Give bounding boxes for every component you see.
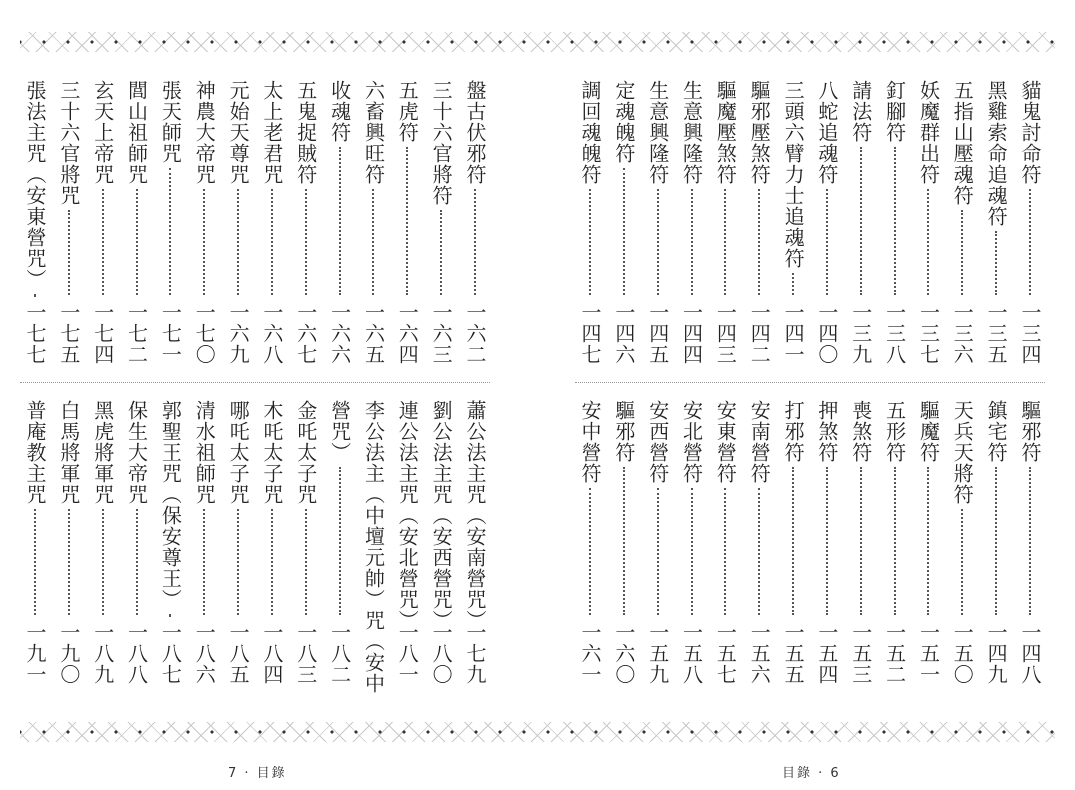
toc-entry-title: 驅魔符	[916, 400, 941, 463]
toc-entry-leader	[136, 189, 138, 295]
toc-entry-page-number: 一五七	[713, 622, 738, 685]
right-page	[575, 80, 1045, 690]
toc-entry-leader	[203, 509, 205, 615]
toc-entry-title: 安北營符	[679, 400, 704, 484]
toc-entry-leader	[169, 168, 171, 295]
toc-entry-title: 安東營符	[713, 400, 738, 484]
toc-entry-title: 安西營符	[645, 400, 670, 484]
toc-entry-page-number: 一四四	[679, 302, 704, 365]
toc-entry-leader	[1029, 467, 1031, 615]
toc-entry	[325, 80, 355, 365]
top-ornamental-border	[20, 32, 1055, 52]
toc-entry-page-number: 一七九	[462, 622, 487, 685]
toc-entry-page-number: 一六二	[462, 302, 487, 365]
toc-entry-leader	[860, 147, 862, 295]
toc-entry-leader	[203, 189, 205, 295]
toc-entry	[20, 80, 50, 365]
toc-entry-leader	[1029, 189, 1031, 295]
toc-entry-title: 鎮宅符	[984, 400, 1009, 463]
toc-entry	[846, 80, 876, 365]
toc-entry-page-number: 一七四	[90, 302, 115, 365]
toc-entry	[223, 400, 253, 685]
toc-entry-title: 連公法主咒（安北營咒）	[395, 400, 420, 631]
toc-entry-title: 打邪符	[781, 400, 806, 463]
toc-entry-leader	[894, 147, 896, 295]
toc-entry-leader	[102, 189, 104, 295]
toc-entry-page-number: 一六五	[361, 302, 386, 365]
toc-entry-title: 調回魂魄符	[578, 80, 602, 185]
toc-entry-page-number: 一四五	[645, 302, 670, 365]
toc-entry	[257, 400, 287, 685]
toc-entry	[54, 400, 84, 685]
toc-entry-leader	[339, 147, 341, 295]
toc-entry	[291, 80, 321, 365]
toc-entry-leader	[995, 231, 997, 295]
toc-entry	[122, 80, 152, 365]
toc-entry	[426, 400, 456, 685]
toc-entry	[155, 400, 185, 685]
toc-entry-title: 押煞符	[814, 400, 839, 463]
toc-entry-leader	[758, 488, 760, 615]
toc-entry-page-number: 一三九	[848, 302, 873, 365]
toc-entry-page-number: 一七一	[158, 302, 183, 365]
toc-entry-title: 三十六官將咒	[56, 80, 81, 206]
toc-entry-page-number: 一七〇	[192, 302, 217, 365]
toc-entry	[1015, 80, 1045, 365]
toc-entry-title: 天兵天將符	[950, 400, 975, 505]
toc-entry-title: 妖魔群出符	[916, 80, 941, 185]
toc-entry-title: 保生大帝咒	[124, 400, 149, 505]
toc-entry	[392, 80, 422, 365]
toc-entry-leader	[657, 189, 659, 295]
toc-entry-page-number: 一五二	[882, 622, 907, 685]
toc-entry	[575, 80, 605, 365]
toc-entry-leader	[474, 189, 476, 295]
toc-entry-title: 黑雞索命追魂符	[984, 80, 1009, 227]
toc-entry-title: 普庵教主咒	[23, 400, 47, 505]
toc-entry-leader	[305, 509, 307, 615]
toc-entry-leader	[305, 189, 307, 295]
toc-entry-page-number: 一七二	[124, 302, 149, 365]
toc-entry-leader	[961, 210, 963, 295]
toc-entry-leader	[339, 467, 341, 615]
toc-entry	[291, 400, 321, 685]
toc-entry-title: 生意興隆符	[679, 80, 704, 185]
toc-entry	[460, 80, 490, 365]
toc-entry-title: 八蛇追魂符	[814, 80, 839, 185]
toc-entry	[426, 80, 456, 365]
right-divider	[575, 382, 1045, 383]
toc-entry-leader	[34, 294, 36, 295]
toc-entry-title: 李公法主（中壇元帥）咒（安中	[361, 400, 386, 694]
toc-entry-page-number: 一八〇	[429, 622, 454, 685]
toc-entry-leader	[995, 467, 997, 615]
toc-entry-leader	[860, 467, 862, 615]
toc-entry-title: 神農大帝咒	[192, 80, 217, 185]
toc-entry-title: 生意興隆符	[645, 80, 670, 185]
toc-entry-title: 驅邪符	[1017, 400, 1042, 463]
toc-entry-title: 白馬將軍咒	[56, 400, 81, 505]
toc-entry	[609, 400, 639, 685]
toc-entry-page-number: 一三六	[950, 302, 975, 365]
toc-entry-leader	[589, 189, 591, 295]
toc-entry-title: 五形符	[882, 400, 907, 463]
toc-entry-page-number: 一五〇	[950, 622, 975, 685]
toc-entry-leader	[826, 467, 828, 615]
toc-entry-title: 清水祖師咒	[192, 400, 217, 505]
toc-entry-title: 六畜興旺符	[361, 80, 386, 185]
toc-entry-title: 定魂魄符	[611, 80, 636, 164]
toc-entry	[710, 80, 740, 365]
toc-entry-leader	[894, 467, 896, 615]
toc-entry-leader	[237, 509, 239, 615]
bottom-ornamental-border	[20, 722, 1055, 742]
toc-entry	[778, 400, 808, 685]
toc-entry-title: 安中營符	[578, 400, 602, 484]
toc-entry	[358, 400, 388, 694]
toc-entry-title: 元始天尊咒	[226, 80, 251, 185]
toc-entry-title: 哪吒太子咒	[226, 400, 251, 505]
toc-entry-title: 營咒）	[327, 400, 352, 463]
toc-entry	[778, 80, 808, 365]
toc-entry-title: 五指山壓魂符	[950, 80, 975, 206]
toc-entry-title: 貓鬼討命符	[1017, 80, 1042, 185]
toc-entry	[913, 80, 943, 365]
toc-entry	[1015, 400, 1045, 685]
toc-entry-page-number: 一八六	[192, 622, 217, 685]
toc-entry-page-number: 一七五	[56, 302, 81, 365]
toc-entry-title: 閭山祖師咒	[124, 80, 149, 185]
toc-entry-title: 三頭六臂力士追魂符	[781, 80, 806, 269]
toc-entry-leader	[792, 273, 794, 295]
toc-entry	[223, 80, 253, 365]
toc-entry-page-number: 一四九	[984, 622, 1009, 685]
toc-entry-leader	[691, 488, 693, 615]
toc-entry-leader	[927, 467, 929, 615]
toc-entry-title: 喪煞符	[848, 400, 873, 463]
toc-entry-page-number: 一四八	[1017, 622, 1042, 685]
toc-entry	[710, 400, 740, 685]
toc-entry-leader	[724, 189, 726, 295]
toc-entry-page-number: 一五六	[747, 622, 772, 685]
toc-entry-page-number: 一三七	[916, 302, 941, 365]
toc-entry	[812, 80, 842, 365]
toc-entry-title: 木吒太子咒	[259, 400, 284, 505]
toc-entry	[609, 80, 639, 365]
toc-entry-page-number: 一四一	[781, 302, 806, 365]
toc-entry-leader	[440, 210, 442, 295]
toc-entry-title: 驅魔壓煞符	[713, 80, 738, 185]
toc-entry-page-number: 一八七	[158, 622, 183, 685]
toc-entry-page-number: 一四二	[747, 302, 772, 365]
toc-entry-page-number: 一七七	[23, 302, 47, 365]
toc-entry-title: 盤古伏邪符	[462, 80, 487, 185]
toc-entry-page-number: 一六六	[327, 302, 352, 365]
right-upper-block	[575, 80, 1045, 365]
toc-entry-leader	[406, 147, 408, 295]
toc-entry	[20, 400, 50, 685]
toc-entry-page-number: 一九〇	[56, 622, 81, 685]
toc-entry-leader	[237, 189, 239, 295]
toc-entry-title: 驅邪壓煞符	[747, 80, 772, 185]
toc-entry-page-number: 一八八	[124, 622, 149, 685]
left-divider	[20, 382, 490, 383]
toc-entry-page-number: 一三四	[1017, 302, 1042, 365]
toc-entry-leader	[102, 509, 104, 615]
right-folio: 目錄 · 6	[782, 766, 841, 781]
left-folio: 7 · 目錄	[228, 766, 287, 781]
toc-entry-title: 三十六官將符	[429, 80, 454, 206]
toc-entry-page-number: 一四三	[713, 302, 738, 365]
toc-entry-page-number: 一三五	[984, 302, 1009, 365]
toc-entry	[880, 80, 910, 365]
toc-entry-leader	[657, 488, 659, 615]
left-page	[20, 80, 490, 694]
toc-entry-title: 張法主咒（安東營咒）	[23, 80, 47, 290]
toc-entry-leader	[927, 189, 929, 295]
toc-entry	[189, 400, 219, 685]
toc-entry	[122, 400, 152, 685]
toc-entry	[54, 80, 84, 365]
toc-entry-page-number: 一六〇	[611, 622, 636, 685]
toc-entry-leader	[271, 189, 273, 295]
toc-entry-page-number: 一八二	[327, 622, 352, 685]
toc-entry-page-number: 一四六	[611, 302, 636, 365]
toc-entry	[189, 80, 219, 365]
toc-entry-page-number: 一四〇	[814, 302, 839, 365]
toc-entry-leader	[724, 488, 726, 615]
toc-entry-page-number: 一六三	[429, 302, 454, 365]
toc-entry-title: 玄天上帝咒	[90, 80, 115, 185]
toc-entry	[846, 400, 876, 685]
toc-entry-page-number: 一八九	[90, 622, 115, 685]
toc-entry-page-number: 一六七	[293, 302, 318, 365]
toc-entry-leader	[961, 509, 963, 615]
toc-entry	[460, 400, 490, 685]
toc-entry-leader	[169, 614, 171, 615]
toc-entry	[744, 400, 774, 685]
toc-entry	[257, 80, 287, 365]
toc-entry-page-number: 一六四	[395, 302, 420, 365]
toc-entry	[392, 400, 422, 685]
toc-entry-leader	[34, 509, 36, 615]
toc-entry-leader	[68, 210, 70, 295]
toc-entry-leader	[271, 509, 273, 615]
toc-entry	[913, 400, 943, 685]
toc-entry	[643, 400, 673, 685]
toc-entry-page-number: 一八五	[226, 622, 251, 685]
toc-entry	[880, 400, 910, 685]
toc-entry-leader	[691, 189, 693, 295]
toc-entry-title: 請法符	[848, 80, 873, 143]
toc-entry-title: 黑虎將軍咒	[90, 400, 115, 505]
toc-entry	[325, 400, 355, 685]
toc-entry-page-number: 一五四	[814, 622, 839, 685]
toc-entry-title: 五虎符	[395, 80, 420, 143]
toc-entry	[677, 400, 707, 685]
toc-entry-leader	[589, 488, 591, 615]
toc-entry-page-number: 一四七	[578, 302, 602, 365]
toc-entry	[981, 80, 1011, 365]
toc-entry-page-number: 一九一	[23, 622, 47, 685]
toc-entry	[947, 400, 977, 685]
toc-entry-leader	[826, 189, 828, 295]
toc-entry-title: 五鬼捉賊符	[293, 80, 318, 185]
toc-entry-title: 郭聖王咒（保安尊王）	[158, 400, 183, 610]
toc-entry-leader	[623, 467, 625, 615]
toc-entry-page-number: 一六九	[226, 302, 251, 365]
right-lower-block	[575, 400, 1045, 685]
toc-entry-leader	[372, 189, 374, 295]
toc-entry-page-number: 一五五	[781, 622, 806, 685]
left-lower-block	[20, 400, 490, 694]
toc-entry-page-number: 一五八	[679, 622, 704, 685]
toc-entry-page-number: 一六八	[259, 302, 284, 365]
toc-entry-page-number: 一五三	[848, 622, 873, 685]
toc-entry-leader	[136, 509, 138, 615]
toc-entry	[88, 80, 118, 365]
toc-entry-title: 釘腳符	[882, 80, 907, 143]
toc-entry-page-number: 一五九	[645, 622, 670, 685]
toc-entry-title: 太上老君咒	[259, 80, 284, 185]
toc-entry	[155, 80, 185, 365]
toc-entry-leader	[792, 467, 794, 615]
toc-entry-page-number: 一六一	[578, 622, 602, 685]
toc-entry	[812, 400, 842, 685]
toc-entry	[575, 400, 605, 685]
left-upper-block	[20, 80, 490, 365]
toc-entry-title: 驅邪符	[611, 400, 636, 463]
toc-entry-page-number: 一三八	[882, 302, 907, 365]
toc-entry	[358, 80, 388, 365]
toc-entry-page-number: 一八四	[259, 622, 284, 685]
toc-entry-page-number: 一八一	[395, 622, 420, 685]
toc-entry-title: 張天師咒	[158, 80, 183, 164]
toc-entry	[981, 400, 1011, 685]
toc-entry	[88, 400, 118, 685]
toc-entry-title: 收魂符	[327, 80, 352, 143]
toc-entry	[947, 80, 977, 365]
toc-entry-title: 劉公法主咒（安西營咒）	[429, 400, 454, 631]
toc-entry-title: 安南營符	[747, 400, 772, 484]
toc-entry	[744, 80, 774, 365]
toc-entry-title: 蕭公法主咒（安南營咒）	[462, 400, 487, 631]
toc-entry-page-number: 一五一	[916, 622, 941, 685]
toc-entry	[677, 80, 707, 365]
toc-entry	[643, 80, 673, 365]
toc-entry-page-number: 一八三	[293, 622, 318, 685]
toc-entry-leader	[623, 168, 625, 295]
toc-entry-leader	[758, 189, 760, 295]
toc-entry-title: 金吒太子咒	[293, 400, 318, 505]
toc-entry-leader	[68, 509, 70, 615]
